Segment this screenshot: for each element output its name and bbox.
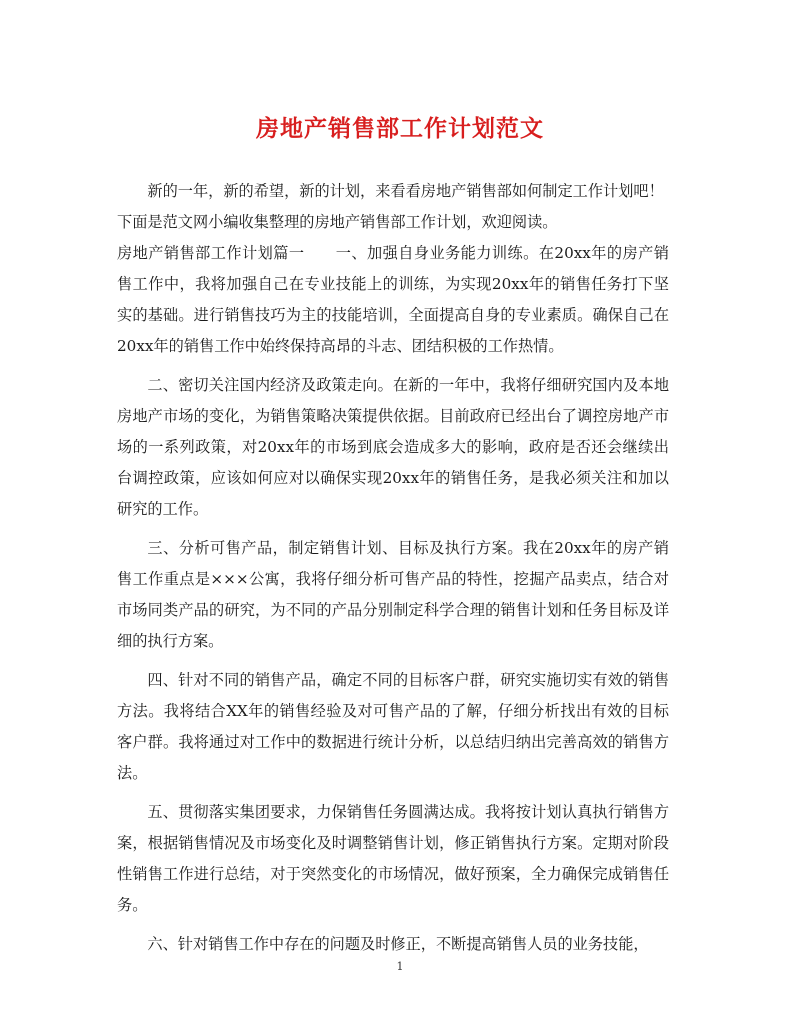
section-4-paragraph: 四、针对不同的销售产品，确定不同的目标客户群，研究实施切实有效的销售方法。我将结合XX年的销售经验及对可售产品的了解，仔细分析找出有效的目标客户群。我将通过对工作中的数据进行统计分析，以总结归纳出完善高效的销售方法。 [117, 671, 669, 782]
page-number: 1 [396, 960, 404, 973]
intro-line-1: 新的一年，新的希望，新的计划，来看看房地产销售部如何制定工作计划吧！ [147, 182, 664, 200]
document-title: 房地产销售部工作计划范文 [256, 115, 544, 142]
section-3-paragraph: 三、分析可售产品，制定销售计划、目标及执行方案。我在20xx年的房产销售工作重点是×××公寓，我将仔细分析可售产品的特性，挖掘产品卖点，结合对市场同类产品的研究，为不同的产品分别制定科学合理的销售计划和任务目标及详细的执行方案。 [117, 539, 669, 650]
section-2-paragraph: 二、密切关注国内经济及政策走向。在新的一年中，我将仔细研究国内及本地房地产市场的变化，为销售策略决策提供依据。目前政府已经出台了调控房地产市场的一系列政策，对20xx年的市场到底会造成多大的影响，政府是否还会继续出台调控政策，应该如何应对以确保实现20xx年的销售任务，是我必须关注和加以研究的工作。 [117, 376, 669, 518]
document-body [117, 176, 669, 960]
section-1-paragraph: 房地产销售部工作计划篇一 一、加强自身业务能力训练。在20xx年的房产销售工作中，我将加强自己在专业技能上的训练，为实现20xx年的销售任务打下坚实的基础。进行销售技巧为主的技能培训，全面提高自身的专业素质。确保自己在20xx年的销售工作中始终保持高昂的斗志、团结积极的工作热情。 [117, 244, 669, 355]
section-5-paragraph: 五、贯彻落实集团要求，力保销售任务圆满达成。我将按计划认真执行销售方案，根据销售情况及市场变化及时调整销售计划，修正销售执行方案。定期对阶段性销售工作进行总结，对于突然变化的市场情况，做好预案，全力确保完成销售任务。 [117, 803, 669, 914]
intro-line-2: 下面是范文网小编收集整理的房地产销售部工作计划，欢迎阅读。 [117, 213, 558, 231]
section-6-paragraph: 六、针对销售工作中存在的问题及时修正，不断提高销售人员的业务技能， [147, 935, 649, 953]
